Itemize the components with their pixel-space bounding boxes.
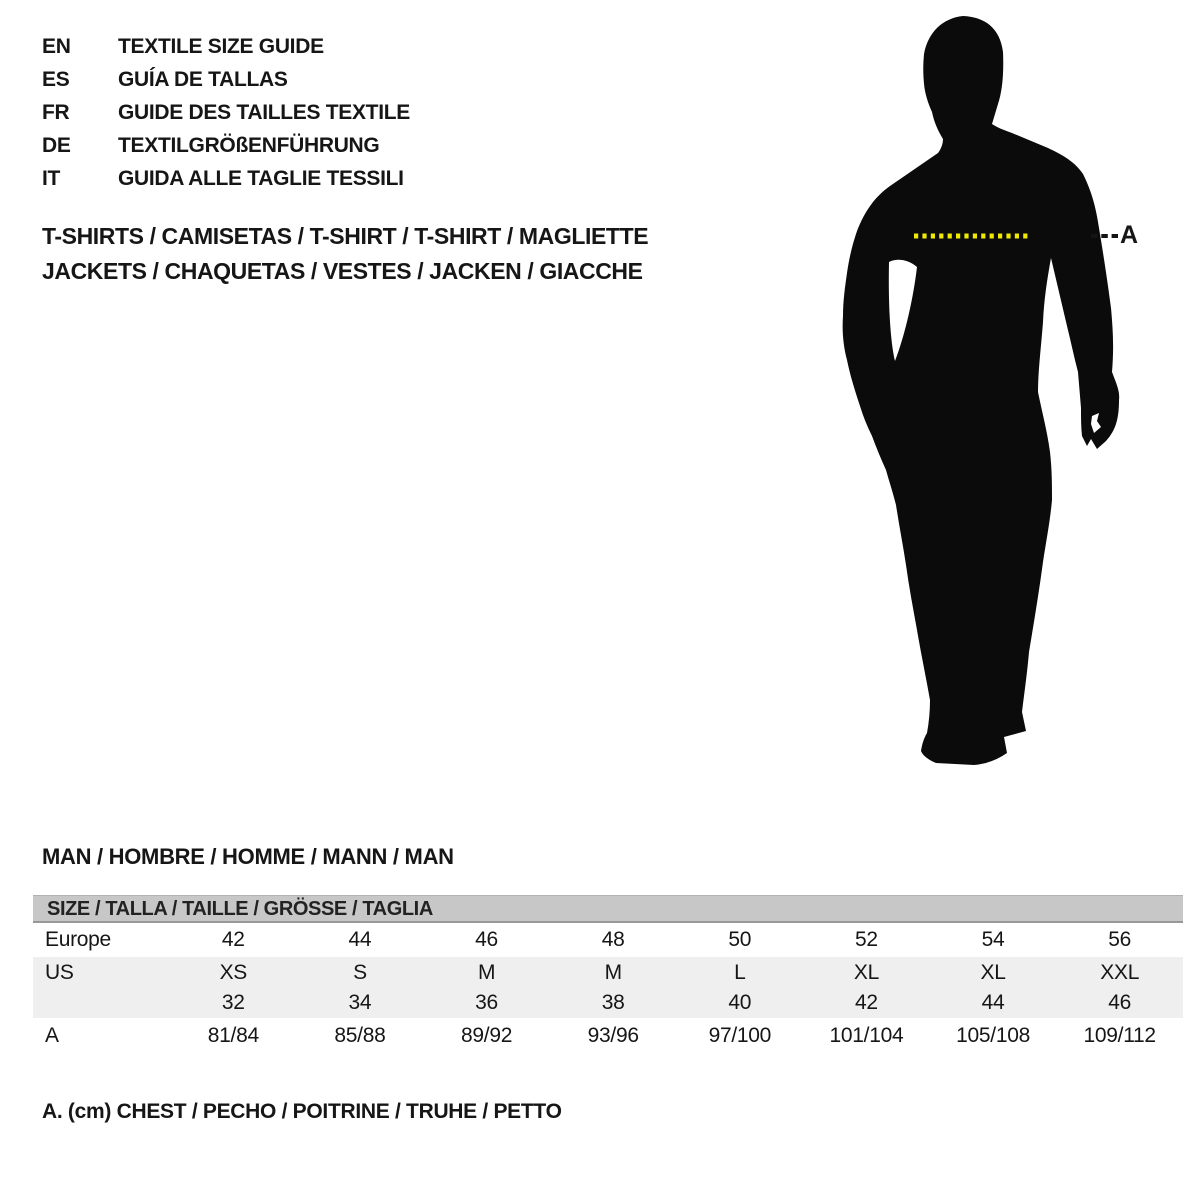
language-code: IT [42,166,61,190]
guide-title: GUÍA DE TALLAS [118,67,288,91]
product-category-line: JACKETS / CHAQUETAS / VESTES / JACKEN / GIACCHE [42,258,643,284]
man-silhouette-figure [820,0,1140,790]
measurement-footnote: A. (cm) CHEST / PECHO / POITRINE / TRUHE / PETTO [42,1100,562,1123]
language-code: EN [42,34,71,58]
size-cell: 52 [855,928,878,951]
table-row [33,957,1183,988]
size-cell: L [734,960,746,984]
size-cell: 40 [728,991,752,1014]
size-cell: XL [853,960,879,984]
guide-title: GUIDA ALLE TAGLIE TESSILI [118,166,404,190]
size-cell: 81/84 [207,1024,259,1047]
row-label: US [45,960,74,984]
product-category-line: T-SHIRTS / CAMISETAS / T-SHIRT / T-SHIRT / MAGLIETTE [42,223,649,249]
size-cell: 42 [855,991,878,1014]
table-row [33,923,1183,957]
size-cell: 56 [1108,928,1132,951]
measure-label-a: A [1120,221,1139,249]
size-cell: 48 [601,928,625,951]
size-table [33,895,1183,1054]
product-category [42,219,648,289]
table-row [33,988,1183,1018]
size-cell: 44 [348,928,372,951]
language-code: DE [42,133,71,157]
table-header: SIZE / TALLA / TAILLE / GRÖSSE / TAGLIA [33,895,1183,923]
section-title: MAN / HOMBRE / HOMME / MANN / MAN [42,844,454,869]
size-cell: 54 [981,928,1005,951]
size-cell: 101/104 [829,1024,904,1047]
guide-title: TEXTILGRÖßENFÜHRUNG [118,133,380,157]
size-cell: 32 [221,991,245,1014]
size-cell: 44 [981,991,1005,1014]
language-row [42,162,410,195]
size-cell: 89/92 [461,1024,513,1047]
man-silhouette [820,0,1140,790]
size-cell: XL [980,960,1006,984]
size-cell: 34 [348,991,372,1014]
size-cell: M [477,960,496,984]
row-label: A [45,1024,59,1047]
size-cell: 38 [601,991,625,1014]
language-code: ES [42,67,70,91]
language-row [42,30,410,63]
size-cell: 36 [475,991,498,1014]
guide-title: TEXTILE SIZE GUIDE [118,34,324,58]
size-cell: XXL [1100,960,1140,984]
row-label: Europe [45,928,111,951]
language-row [42,63,410,96]
size-cell: 93/96 [587,1024,639,1047]
size-cell: 97/100 [708,1024,772,1047]
guide-title: GUIDE DES TAILLES TEXTILE [118,100,410,124]
language-list [42,30,410,195]
size-cell: 109/112 [1083,1024,1156,1047]
size-cell: 50 [728,928,752,951]
language-row [42,129,410,162]
size-cell: 85/88 [334,1024,386,1047]
language-row [42,96,410,129]
table-row [33,1018,1183,1054]
size-cell: 42 [221,928,245,951]
language-code: FR [42,100,70,124]
size-cell: 46 [1108,991,1132,1014]
size-cell: XS [219,960,248,984]
size-cell: M [604,960,622,984]
size-cell: 46 [475,928,498,951]
size-cell: S [353,960,367,984]
size-cell: 105/108 [956,1024,1030,1047]
